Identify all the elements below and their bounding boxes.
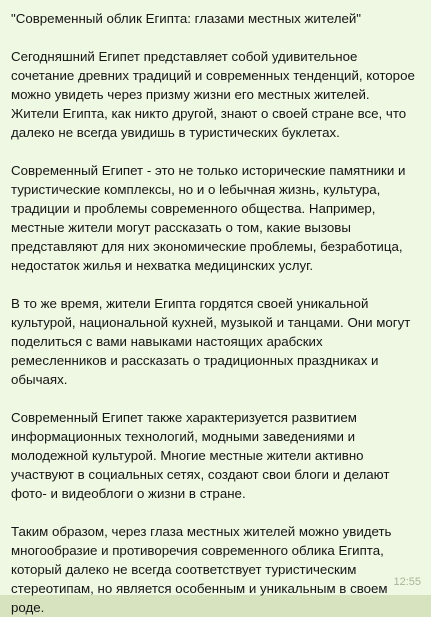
message-paragraph: Таким образом, через глаза местных жителей можно увидеть многообразие и противоречия современного облика Египта, который далеко не всегда соответствует туристическим стереотипам, но является особенным и уникальным в своем роде. (11, 524, 392, 615)
message-timestamp: 12:55 (393, 576, 421, 588)
message-paragraph: Сегодняшний Египет представляет собой удивительное сочетание древних традиций и современных тенденций, которое можно увидеть через призму жизни его местных жителей. Жители Египта, как никто другой, знают о своей стране все, что далеко не всегда увидишь в туристических буклетах. (11, 49, 415, 140)
message-paragraph: Современный Египет - это не только исторические памятники и туристические комплексы, но и о lебычная жизнь, культура, традиции и проблемы современного общества. Например, местные жители могут рассказать о том, какие вызовы представляют для них экономические проблемы, безработица, недостаток жилья и нехватка медицинских услуг. (11, 163, 406, 273)
message-title: "Современный облик Египта: глазами местных жителей" (11, 11, 362, 26)
message-paragraph: Современный Египет также характеризуется развитием информационных технологий, модными заведениями и молодежной культурой. Многие местные жители активно участвуют в социальных сетях, создают свои блоги и делают фото- и видеоблоги о жизни в стране. (11, 410, 390, 501)
message-paragraph: В то же время, жители Египта гордятся своей уникальной культурой, национальной кухней, музыкой и танцами. Они могут поделиться с вами навыками настоящих арабских ремесленников и рассказать о традиционных праздниках и обычаях. (11, 296, 411, 387)
